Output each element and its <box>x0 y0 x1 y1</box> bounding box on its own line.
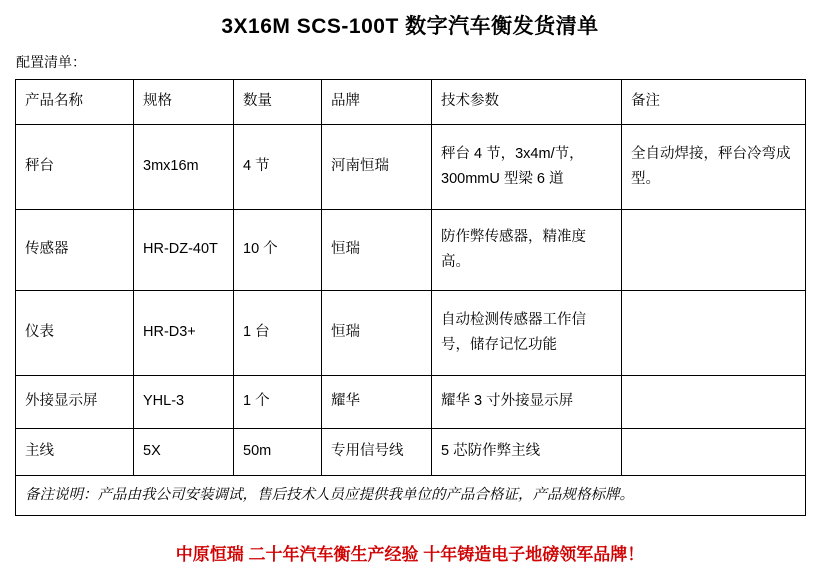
cell-spec: HR-D3+ <box>134 291 234 376</box>
table-header-cell: 备注 <box>622 80 806 125</box>
table-row <box>16 291 806 376</box>
cell-brand: 恒瑞 <box>322 210 432 291</box>
table-row <box>16 125 806 210</box>
cell-brand: 河南恒瑞 <box>322 125 432 210</box>
footer-slogan: 中原恒瑞 二十年汽车衡生产经验 十年铸造电子地磅领军品牌！ <box>175 545 645 565</box>
table-row <box>16 376 806 429</box>
table-header-cell: 数量 <box>234 80 322 125</box>
cell-brand: 专用信号线 <box>322 429 432 476</box>
cell-note <box>622 210 806 291</box>
cell-spec: 3mx16m <box>134 125 234 210</box>
cell-quantity: 50m <box>234 429 322 476</box>
table-header-cell: 产品名称 <box>16 80 134 125</box>
cell-product-name: 传感器 <box>16 210 134 291</box>
config-list-label: 配置清单： <box>16 54 86 70</box>
cell-product-name: 外接显示屏 <box>16 376 134 429</box>
cell-note: 全自动焊接，秤台冷弯成型。 <box>622 125 806 210</box>
spec-table <box>15 79 806 516</box>
page-title: 3X16M SCS-100T 数字汽车衡发货清单 <box>221 15 599 38</box>
cell-parameters: 秤台 4 节，3x4m/节，300mmU 型梁 6 道 <box>432 125 622 210</box>
cell-quantity: 1 台 <box>234 291 322 376</box>
cell-note-statement: 备注说明：产品由我公司安装调试，售后技术人员应提供我单位的产品合格证，产品规格标牌。 <box>16 476 806 516</box>
table-row <box>16 429 806 476</box>
cell-parameters: 耀华 3 寸外接显示屏 <box>432 376 622 429</box>
cell-parameters: 5 芯防作弊主线 <box>432 429 622 476</box>
cell-spec: YHL-3 <box>134 376 234 429</box>
cell-product-name: 仪表 <box>16 291 134 376</box>
cell-product-name: 主线 <box>16 429 134 476</box>
cell-note <box>622 429 806 476</box>
cell-spec: HR-DZ-40T <box>134 210 234 291</box>
cell-note <box>622 376 806 429</box>
cell-quantity: 4 节 <box>234 125 322 210</box>
table-header-row <box>16 80 806 125</box>
table-header-cell: 规格 <box>134 80 234 125</box>
cell-parameters: 防作弊传感器，精准度高。 <box>432 210 622 291</box>
cell-note <box>622 291 806 376</box>
cell-quantity: 10 个 <box>234 210 322 291</box>
table-header-cell: 技术参数 <box>432 80 622 125</box>
cell-quantity: 1 个 <box>234 376 322 429</box>
cell-spec: 5X <box>134 429 234 476</box>
cell-brand: 恒瑞 <box>322 291 432 376</box>
cell-parameters: 自动检测传感器工作信号，储存记忆功能 <box>432 291 622 376</box>
cell-brand: 耀华 <box>322 376 432 429</box>
table-row <box>16 210 806 291</box>
table-header-cell: 品牌 <box>322 80 432 125</box>
cell-product-name: 秤台 <box>16 125 134 210</box>
table-note-row <box>16 476 806 516</box>
